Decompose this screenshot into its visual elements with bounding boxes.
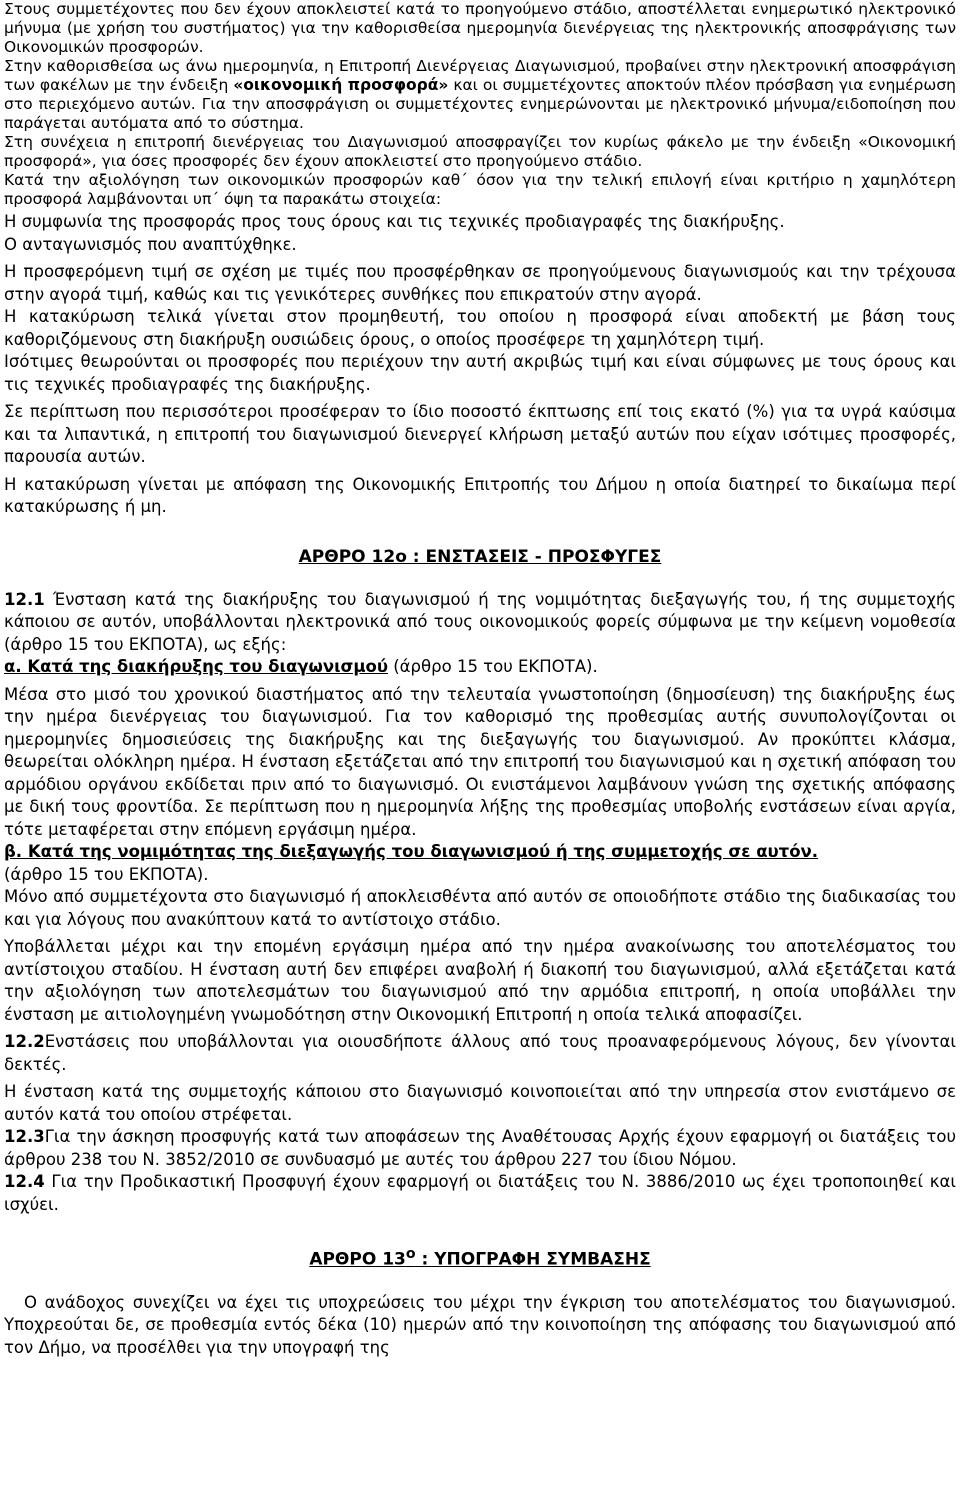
paragraph-award: Η κατακύρωση τελικά γίνεται στον προμηθευτή, του οποίου η προσφορά είναι αποδεκτή με βάση τους καθοριζόμενους στη διακήρυξη ουσιώδεις όρους, ο οποίος προσέφερε τη χαμηλότερη τιμή. <box>4 307 956 349</box>
paragraph-notification: Στους συμμετέχοντες που δεν έχουν αποκλειστεί κατά το προηγούμενο στάδιο, αποστέλλεται ενημερωτικό ηλεκτρονικό μήνυμα (με χρήση του συστήματος) για την καθορισθείσα ημερομηνία διενέργειας της ηλεκτρονικής αποσφράγισης των Οικονομικών προσφορών. <box>4 0 956 56</box>
paragraph-12-1: 12.1 Ένσταση κατά της διακήρυξης του διαγωνισμού ή της νομιμότητας διεξαγωγής του, ή της συμμετοχής κάποιου σε αυτόν, υποβάλλονται ηλεκτρονικά από τους οικονομικούς φορείς σύμφωνα με την κείμενη νομοθεσία (άρθρο 15 του ΕΚΠΟΤΑ), ως εξής: <box>4 589 956 654</box>
paragraph-equal-offers: Ισότιμες θεωρούνται οι προσφορές που περιέχουν την αυτή ακριβώς τιμή και είναι σύμφωνες με τους όρους και τις τεχνικές προδιαγραφές της διακήρυξης. <box>4 352 956 394</box>
subsection-b-ref: (άρθρο 15 του ΕΚΠΟΤΑ). <box>4 864 209 884</box>
article-12-heading: ΑΡΘΡΟ 12ο : ΕΝΣΤΑΣΕΙΣ - ΠΡΟΣΦΥΓΕΣ <box>298 546 662 567</box>
paragraph-award-decision: Η κατακύρωση γίνεται με απόφαση της Οικονομικής Επιτροπής του Δήμου η οποία διατηρεί το δικαίωμα περί κατακύρωσης ή μη. <box>4 474 956 516</box>
paragraph-12-4: 12.4 Για την Προδικαστική Προσφυγή έχουν εφαρμογή οι διατάξεις του Ν. 3886/2010 ως έχει τροποποιηθεί και ισχύει. <box>4 1172 956 1214</box>
criterion-price: Η προσφερόμενη τιμή σε σχέση με τιμές που προσφέρθηκαν σε προηγούμενους διαγωνισμούς και την τρέχουσα στην αγορά τιμή, καθώς και τις γενικότερες συνθήκες που επικρατούν στην αγορά. <box>4 262 956 304</box>
subsection-b-title: β. Κατά της νομιμότητας της διεξαγωγής του διαγωνισμού ή της συμμετοχής σε αυτόν. <box>4 842 819 861</box>
criterion-compliance: Η συμφωνία της προσφοράς προς τους όρους και τις τεχνικές προδιαγραφές της διακήρυξης. <box>4 212 785 231</box>
paragraph-12-3: 12.3Για την άσκηση προσφυγής κατά των αποφάσεων της Αναθέτουσας Αρχής έχουν εφαρμογή οι διατάξεις του άρθρου 238 του Ν. 3852/2010 σε συνδυασμό με αυτές του άρθρου 227 του ίδιου Νόμου. <box>4 1127 956 1169</box>
paragraph-lottery: Σε περίπτωση που περισσότεροι προσέφεραν το ίδιο ποσοστό έκπτωσης επί τοις εκατό (%) για τα υγρά καύσιμα και τα λιπαντικά, η επιτροπή του διαγωνισμού διενεργεί κλήρωση μεταξύ αυτών που είχαν ισότιμες προσφορές, παρουσία αυτών. <box>4 402 956 466</box>
paragraph-12-2: 12.2Ενστάσεις που υποβάλλονται για οιουσδήποτε άλλους από τους προαναφερόμενους λόγους, δεν γίνονται δεκτές. <box>4 1032 956 1074</box>
paragraph-evaluation-criteria: Κατά την αξιολόγηση των οικονομικών προσφορών καθ΄ όσον για την τελική επιλογή είναι κριτήριο η χαμηλότερη προσφορά λαμβάνονται υπ΄ όψη τα παρακάτω στοιχεία: <box>4 171 956 208</box>
criteria-section <box>4 211 956 1359</box>
subsection-a-title: α. Κατά της διακήρυξης του διαγωνισμού (άρθρο 15 του ΕΚΠΟΤΑ). <box>4 657 598 676</box>
criterion-competition: Ο ανταγωνισμός που αναπτύχθηκε. <box>4 234 297 254</box>
subsection-b-text-1: Μόνο από συμμετέχοντα στο διαγωνισμό ή αποκλεισθέντα από αυτόν σε οποιοδήποτε στάδιο της διαδικασίας του και για λόγους που ανακύπτουν κατά το αντίστοιχο στάδιο. <box>4 887 956 929</box>
financial-offer-label: «οικονομική προσφορά» <box>233 76 449 94</box>
paragraph-12-2-b: Η ένσταση κατά της συμμετοχής κάποιου στο διαγωνισμό κοινοποιείται από την υπηρεσία στον ενιστάμενο σε αυτόν κατά του οποίου στρέφεται. <box>4 1082 956 1124</box>
paragraph-unsealing: Στην καθορισθείσα ως άνω ημερομηνία, η Επιτροπή Διενέργειας Διαγωνισμού, προβαίνει στην ηλεκτρονική αποσφράγιση των φακέλων με την ένδειξη «οικονομική προσφορά» και οι συμμετέχοντες αποκτούν πλέον πρόσβαση για ενημέρωση στο περιεχόμενο αυτών. Για την αποσφράγιση οι συμμετέχοντες ενημερώνονται με ηλεκτρονικό μήνυμα/ειδοποίηση που παράγεται αυτόματα από το σύστημα. <box>4 57 956 132</box>
offers-evaluation-section <box>4 0 956 209</box>
paragraph-main-envelope: Στη συνέχεια η επιτροπή διενέργειας του Διαγωνισμού αποσφραγίζει τον κυρίως φάκελο με την ένδειξη «Οικονομική προσφορά», για όσες προσφορές δεν έχουν αποκλειστεί στο προηγούμενο στάδιο. <box>4 133 956 170</box>
subsection-b-text-2: Υποβάλλεται μέχρι και την επομένη εργάσιμη ημέρα από την ημέρα ανακοίνωσης του αποτελέσματος του αντίστοιχου σταδίου. Η ένσταση αυτή δεν επιφέρει αναβολή ή διακοπή του διαγωνισμού, αλλά εξετάζεται κατά την αξιολόγηση των αποτελεσμάτων του διαγωνισμού από την αρμόδια επιτροπή, η οποία υποβάλλει την ένσταση με αιτιολογημένη γνωμοδότηση στην Οικονομική Επιτροπή η οποία τελικά αποφασίζει. <box>4 937 956 1024</box>
paragraph-13-1: Ο ανάδοχος συνεχίζει να έχει τις υποχρεώσεις του μέχρι την έγκριση του αποτελέσματος του διαγωνισμού. Υποχρεούται δε, σε προθεσμία εντός δέκα (10) ημερών από την κοινοποίηση της απόφασης του διαγωνισμού από τον Δήμο, να προσέλθει για την υπογραφή της <box>4 1292 956 1357</box>
article-13-heading: ΑΡΘΡΟ $13^o$ : ΥΠΟΓΡΑΦΗ ΣΥΜΒΑΣΗΣ <box>309 1246 651 1270</box>
subsection-a-text: Μέσα στο μισό του χρονικού διαστήματος από την τελευταία γνωστοποίηση (δημοσίευση) της διακήρυξης έως την ημέρα διενέργειας του διαγωνισμού. Για τον καθορισμό της προθεσμίας αυτής συνυπολογίζονται οι ημερομηνίες δημοσιεύσεις της διακήρυξης και της διεξαγωγής του διαγωνισμού. Αν προκύπτει κλάσμα, θεωρείται ολόκληρη ημέρα. Η ένσταση εξετάζεται από την επιτροπή του διαγωνισμού και η σχετική απόφαση του αρμόδιου οργάνου εκδίδεται πριν από το διαγωνισμό. Οι ενιστάμενοι λαμβάνουν γνώση της σχετικής απόφασης με δική τους φροντίδα. Σε περίπτωση που η ημερομηνία λήξης της προθεσμίας υποβολής ενστάσεων είναι αργία, τότε μεταφέρεται στην επόμενη εργάσιμη ημέρα. <box>4 684 956 839</box>
